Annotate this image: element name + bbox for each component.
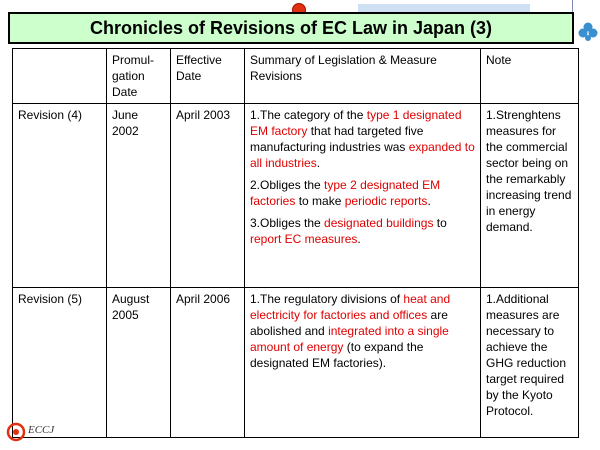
header-cell: Effective Date bbox=[171, 49, 245, 104]
summary-item bbox=[250, 107, 475, 171]
effective-date: April 2006 bbox=[171, 288, 245, 438]
top-decor-band bbox=[358, 4, 530, 12]
promulgation-date: August 2005 bbox=[107, 288, 171, 438]
summary-text: 1.The regulatory divisions of bbox=[250, 292, 404, 306]
slide-title: Chronicles of Revisions of EC Law in Japan (3) bbox=[89, 17, 493, 38]
summary-text: . bbox=[316, 156, 321, 170]
note-cell: 1.Strenghtens measures for the commercial sector being on the remarkably increasing trend in energy demand. bbox=[481, 104, 579, 288]
highlighted-text: type 2 designated EM factories bbox=[250, 178, 441, 208]
highlighted-text: designated buildings bbox=[324, 216, 434, 230]
header-cell: Summary of Legislation & Measure Revisions bbox=[245, 49, 481, 104]
logo-text: ECCJ bbox=[28, 424, 55, 436]
summary-text: . bbox=[357, 232, 361, 246]
highlighted-text: periodic reports bbox=[344, 194, 428, 208]
revision-label: Revision (4) bbox=[13, 104, 107, 288]
slide-title-box bbox=[8, 12, 574, 44]
effective-date: April 2003 bbox=[171, 104, 245, 288]
summary-text: . bbox=[427, 194, 431, 208]
summary-cell bbox=[245, 288, 481, 438]
revisions-table bbox=[12, 48, 579, 438]
highlighted-text: integrated into a single amount of energy bbox=[250, 324, 449, 354]
summary-text: to bbox=[433, 216, 447, 230]
summary-text: to make bbox=[295, 194, 345, 208]
highlighted-text: report EC measures bbox=[250, 232, 358, 246]
note-cell: 1.Additional measures are necessary to achieve the GHG reduction target required by the Kyoto Protocol. bbox=[481, 288, 579, 438]
header-cell bbox=[13, 49, 107, 104]
promulgation-date: June 2002 bbox=[107, 104, 171, 288]
table-header-row bbox=[13, 49, 579, 104]
summary-text: 1.The category of the bbox=[250, 108, 367, 122]
summary-cell bbox=[245, 104, 481, 288]
summary-text: (to expand the designated EM factories). bbox=[250, 340, 424, 370]
clover-icon bbox=[578, 22, 598, 42]
summary-item bbox=[250, 291, 475, 371]
summary-text: 2.Obliges the bbox=[250, 178, 325, 192]
revision-label: Revision (5) bbox=[13, 288, 107, 438]
header-cell: Promul-gation Date bbox=[107, 49, 171, 104]
header-cell: Note bbox=[481, 49, 579, 104]
summary-item bbox=[250, 215, 475, 247]
table-row bbox=[13, 288, 579, 438]
summary-text: that had targeted five manufacturing industries was bbox=[250, 124, 424, 154]
highlighted-text: expanded to all industries bbox=[250, 140, 475, 170]
summary-item bbox=[250, 177, 475, 209]
highlighted-text: heat and electricity for factories and offices bbox=[250, 292, 451, 322]
summary-text: 3.Obliges the bbox=[250, 216, 325, 230]
summary-text: are abolished and bbox=[250, 308, 448, 338]
table-row bbox=[13, 104, 579, 288]
highlighted-text: type 1 designated EM factory bbox=[250, 108, 462, 138]
